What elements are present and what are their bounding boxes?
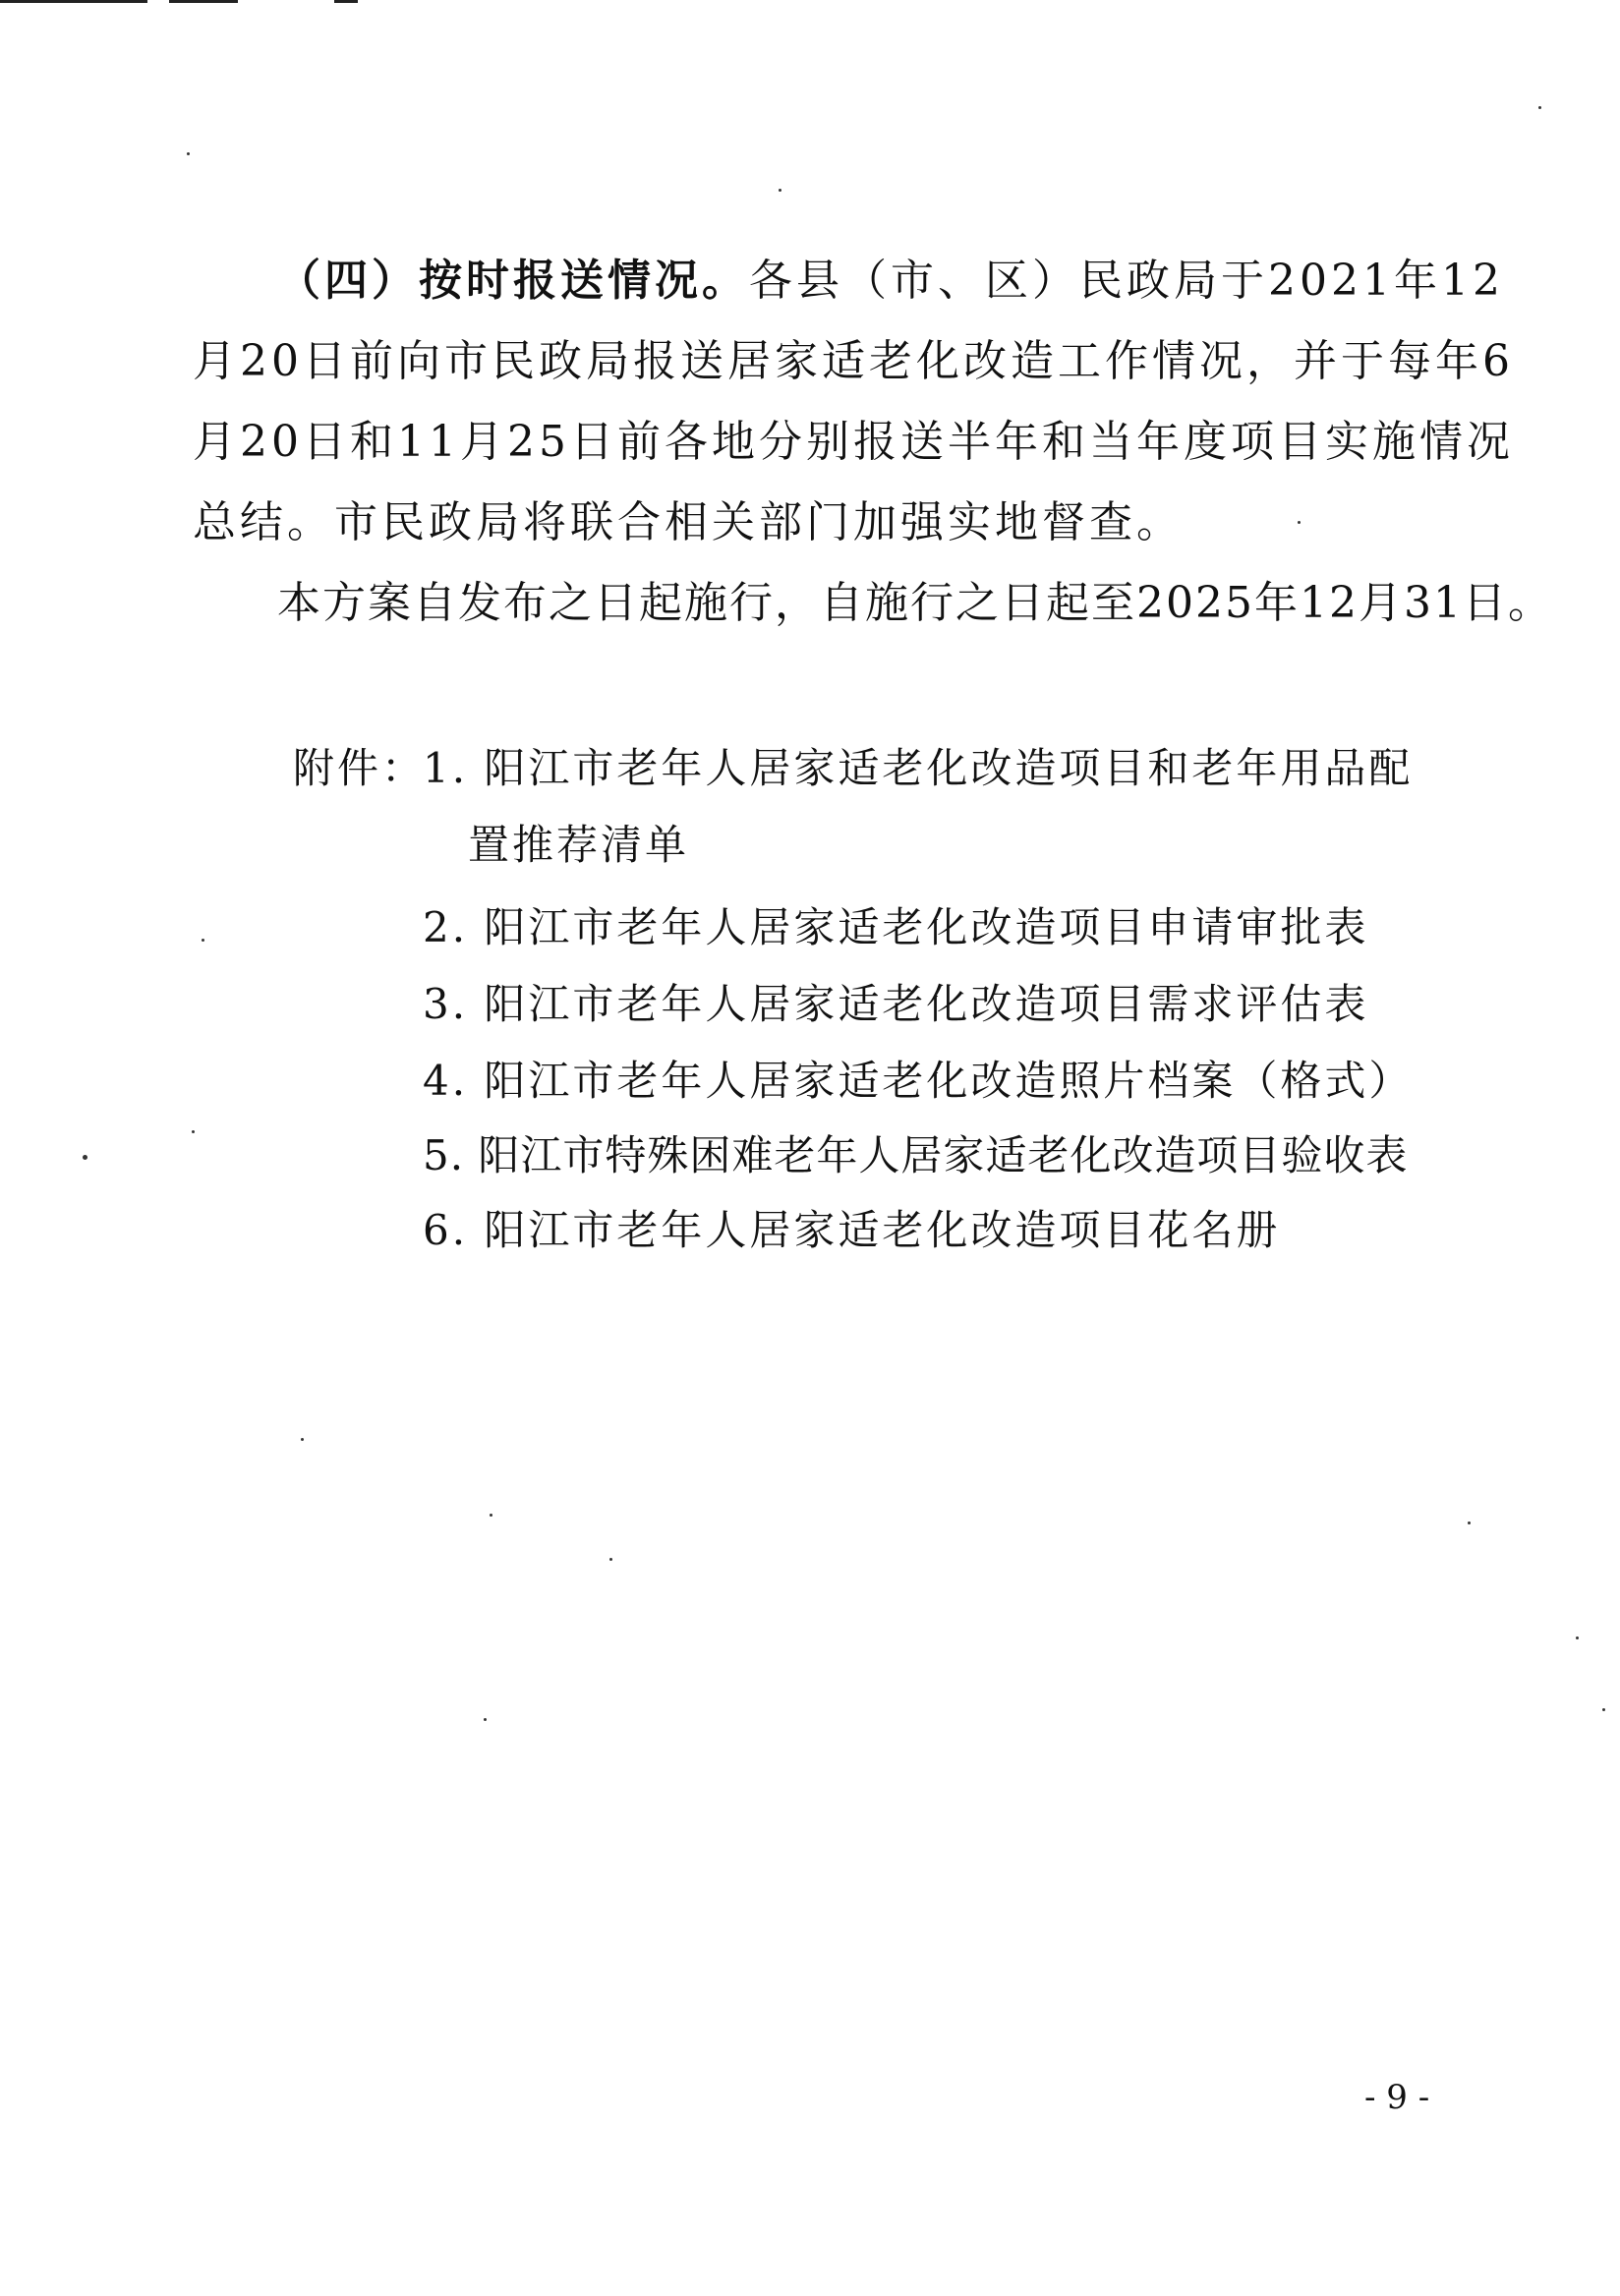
page-number: - 9 - [1364,2078,1430,2117]
section-heading: （四）按时报送情况。 [277,256,749,306]
scan-speck [490,1514,492,1517]
paragraph-1-line-2: 月20日前向市民政局报送居家适老化改造工作情况，并于每年6 [193,336,1514,386]
scan-speck [1602,1708,1605,1711]
scan-speck [779,189,781,192]
paragraph-2: 本方案自发布之日起施行，自施行之日起至2025年12月31日。 [277,578,1553,628]
scan-mark-top-right [334,0,358,3]
scan-speck [609,1558,612,1561]
paragraph-1-line-1-text: 各县（市、区）民政局于2021年12 [749,256,1504,306]
attachment-item-1-continuation: 置推荐清单 [468,821,690,869]
attachment-item-6: 6. 阳江市老年人居家适老化改造项目花名册 [423,1206,1281,1254]
scan-speck [1298,521,1301,524]
paragraph-1-line-3: 月20日和11月25日前各地分别报送半年和当年度项目实施情况 [193,417,1514,467]
attachment-item-4: 4. 阳江市老年人居家适老化改造照片档案（格式） [423,1057,1414,1105]
scan-speck [1468,1521,1471,1524]
scan-speck [83,1155,87,1160]
paragraph-1-line-4: 总结。市民政局将联合相关部门加强实地督查。 [193,497,1184,547]
scan-speck [1538,106,1541,109]
scan-speck [202,939,204,942]
scan-speck [1576,1636,1579,1639]
scan-speck [301,1438,304,1441]
scan-speck [484,1718,487,1721]
scan-speck [187,152,190,155]
paragraph-1-line-1 [277,252,1504,311]
scan-mark-top-middle [169,0,238,3]
attachments-label: 附件： [293,744,427,792]
attachment-item-1: 1. 阳江市老年人居家适老化改造项目和老年用品配 [423,744,1414,792]
attachment-item-5: 5. 阳江市特殊困难老年人居家适老化改造项目验收表 [423,1131,1409,1179]
scan-mark-top-left [0,0,147,3]
attachment-item-3: 3. 阳江市老年人居家适老化改造项目需求评估表 [423,980,1369,1028]
scan-speck [192,1130,195,1133]
attachment-item-2: 2. 阳江市老年人居家适老化改造项目申请审批表 [423,903,1369,951]
